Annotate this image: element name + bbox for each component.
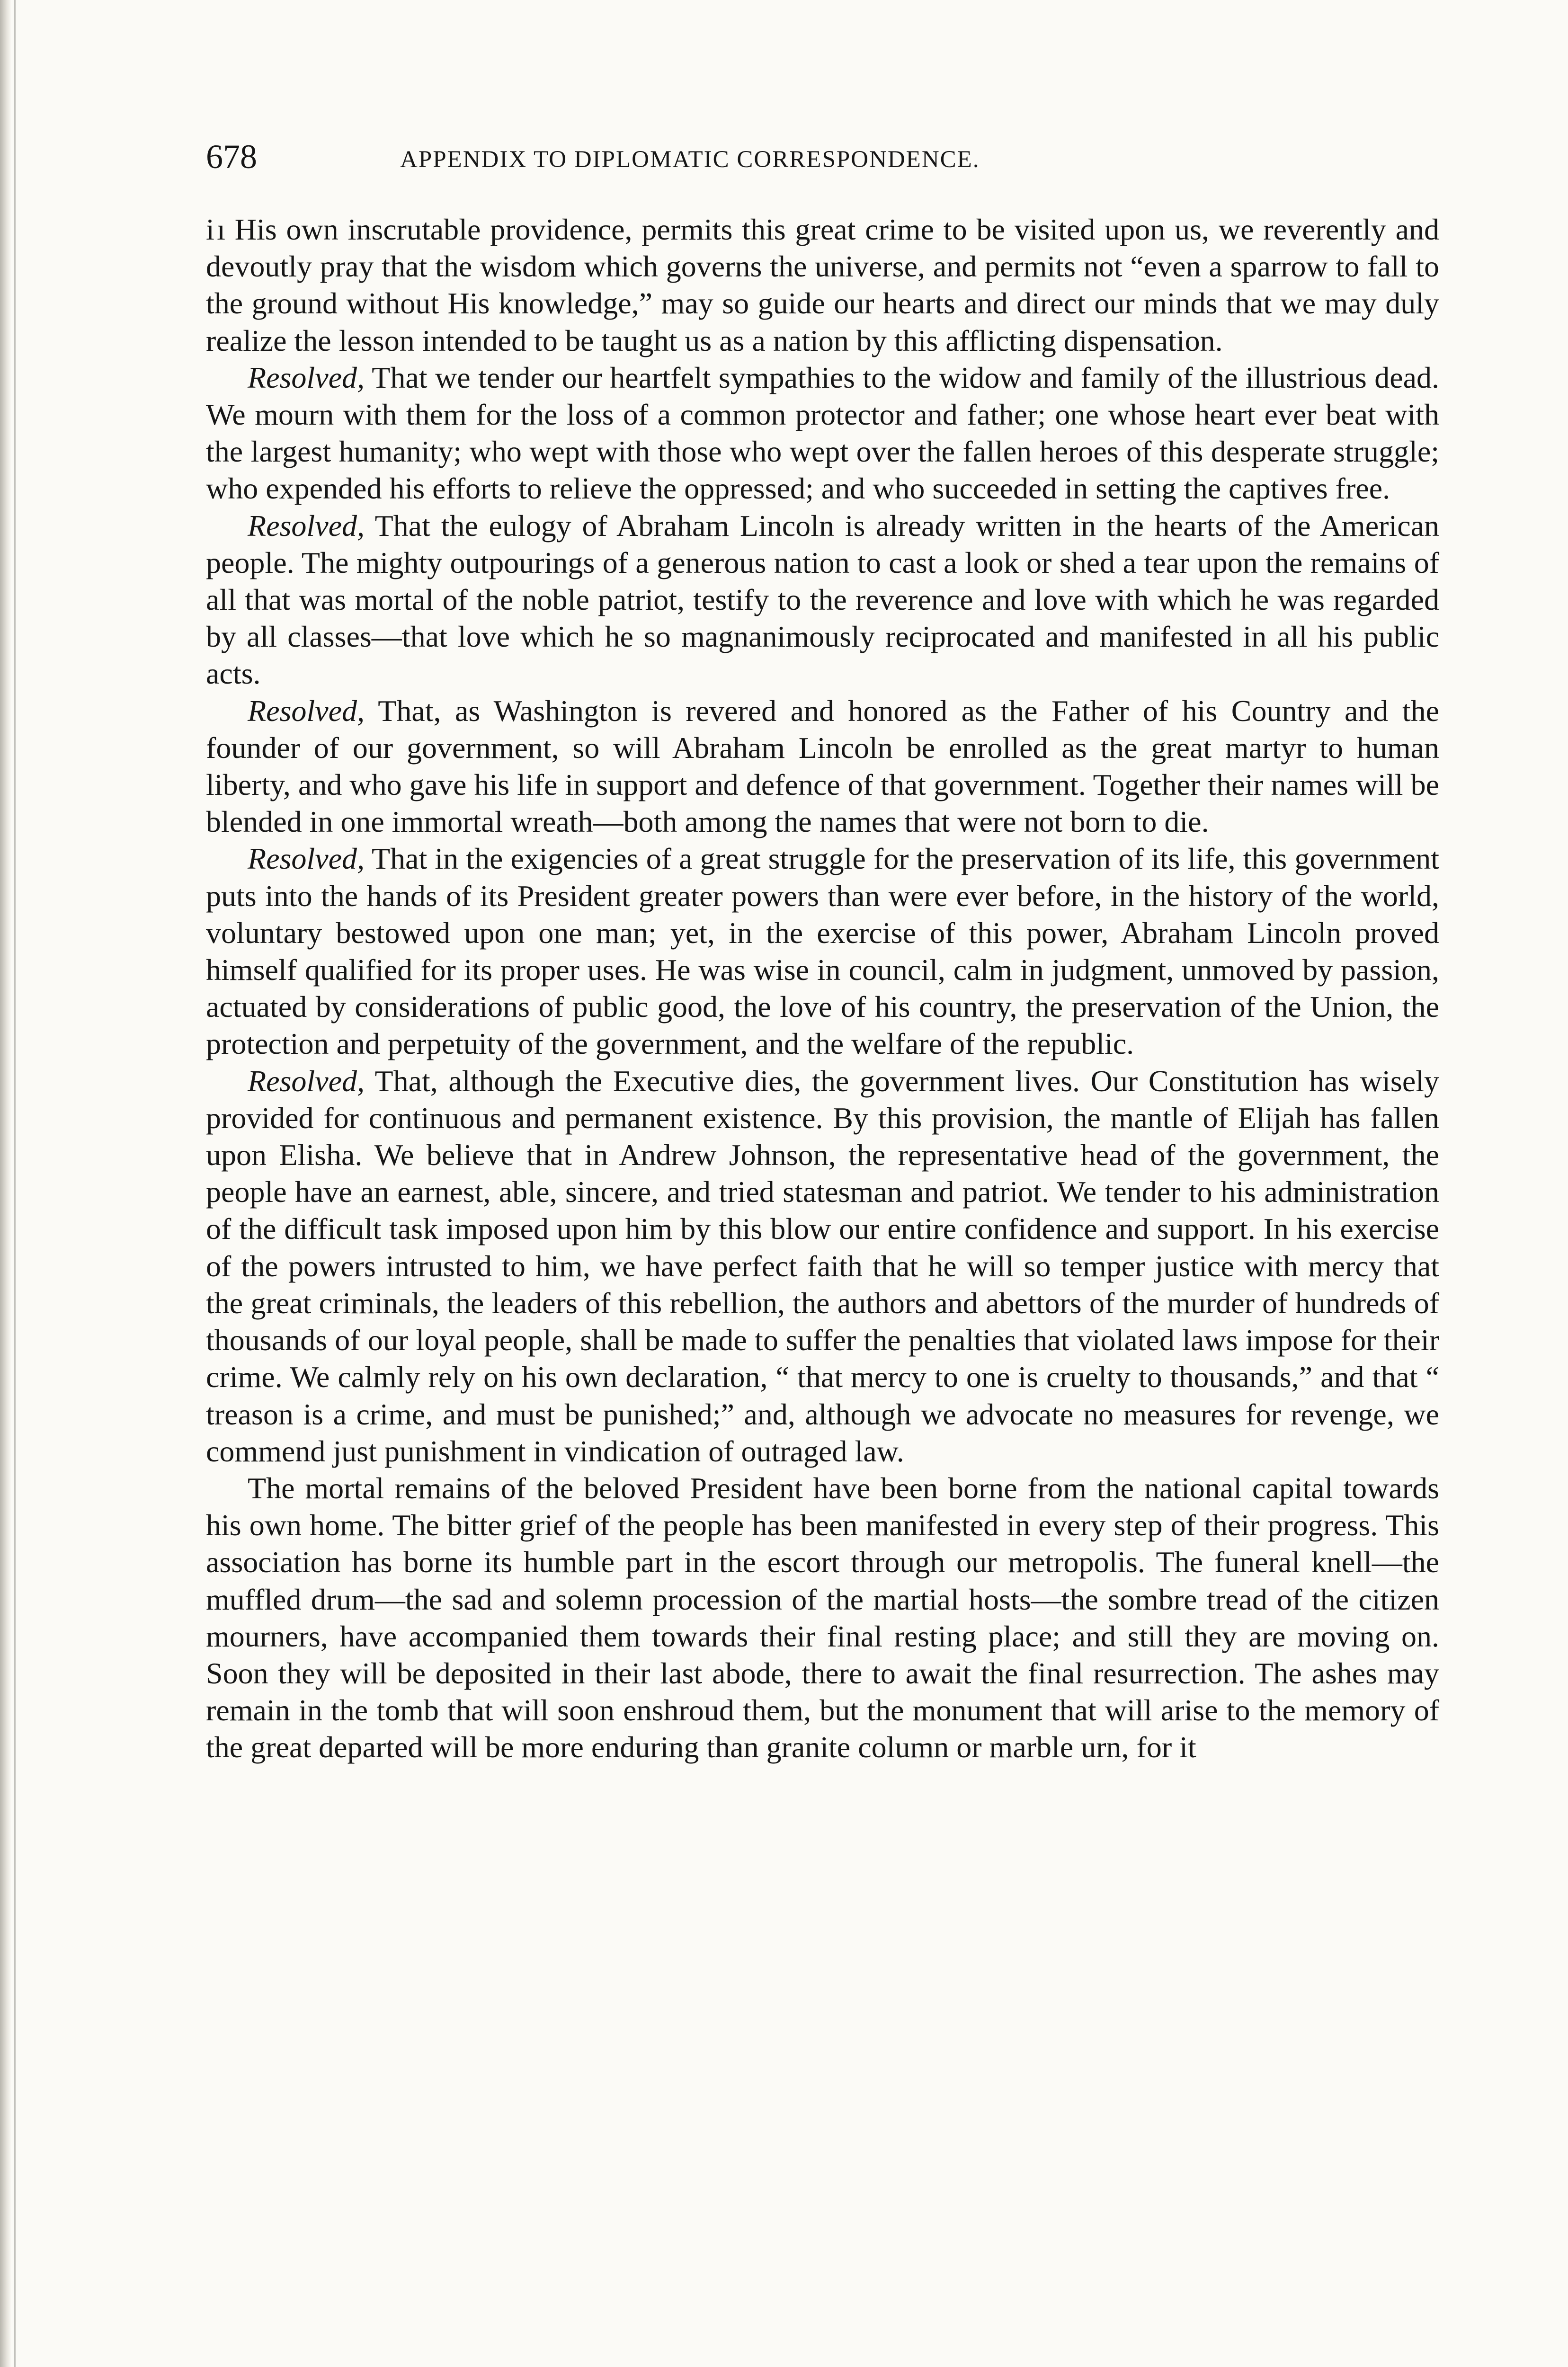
- binding-edge: [0, 0, 11, 2367]
- running-head: APPENDIX TO DIPLOMATIC CORRESPONDENCE.: [400, 146, 980, 173]
- paragraph-text: That we tender our heartfelt sympathies to the widow and family of the illustrious dead. We mourn with them for the loss of a common protector and father; one whose heart ever beat with the largest humanity; who wept with those who wept over the fallen heroes of this desperate struggle; who expended his efforts to relieve the oppressed; and who succeeded in setting the captives free.: [206, 360, 1439, 506]
- resolved-label: Resolved,: [248, 360, 365, 394]
- paragraph-text: i ı His own inscrutable providence, permits this great crime to be visited upon us, we reverently and devoutly pray that the wisdom which governs the universe, and permits not “even a sparrow to fall to the ground without His knowledge,” may so guide our hearts and direct our minds that we may duly realize the lesson intended to be taught us as a nation by this afflicting dispensation.: [206, 213, 1439, 357]
- resolved-label: Resolved,: [248, 1064, 365, 1098]
- paragraph-text: The mortal remains of the beloved President have been borne from the national capital towards his own home. The bitter grief of the people has been manifested in every step of their progress. This association has borne its humble part in the escort through our metropolis. The funeral knell—the muffled drum—the sad and solemn procession of the martial hosts—the sombre tread of the citizen mourners, have accompanied them towards their final resting place; and still they are moving on. Soon they will be deposited in their last abode, there to await the final resurrection. The ashes may remain in the tomb that will soon enshroud them, but the monument that will arise to the memory of the great departed will be more enduring than granite column or marble urn, for it: [206, 1471, 1439, 1764]
- resolution-paragraph: [206, 693, 1439, 841]
- resolved-label: Resolved,: [248, 508, 365, 543]
- resolution-paragraph: [206, 507, 1439, 693]
- closing-paragraph: [206, 1470, 1439, 1766]
- page-header: [206, 137, 1271, 189]
- paragraph-text: That, although the Executive dies, the government lives. Our Constitution has wisely provided for continuous and permanent existence. By this provision, the mantle of Elijah has fallen upon Elisha. We believe that in Andrew Johnson, the representative head of the government, the people have an earnest, able, sincere, and tried statesman and patriot. We tender to his administration of the difficult task imposed upon him by this blow our entire confidence and support. In his exercise of the powers intrusted to him, we have perfect faith that he will so temper justice with mercy that the great criminals, the leaders of this rebellion, the authors and abettors of the murder of hundreds of thousands of our loyal people, shall be made to suffer the penalties that violated laws impose for their crime. We calmly rely on his own declaration, “ that mercy to one is cruelty to thousands,” and that “ treason is a crime, and must be punished;” and, although we advocate no measures for revenge, we commend just punishment in vindication of outraged law.: [206, 1064, 1439, 1468]
- resolved-label: Resolved,: [248, 694, 365, 728]
- resolution-paragraph: [206, 359, 1439, 507]
- resolved-label: Resolved,: [248, 842, 365, 876]
- body-text: [206, 211, 1439, 1766]
- page-number: 678: [206, 138, 257, 176]
- paragraph-text: That in the exigencies of a great struggle for the preservation of its life, this government puts into the hands of its President greater powers than were ever before, in the history of the world, voluntary bestowed upon one man; yet, in the exercise of this power, Abraham Lincoln proved himself qualified for its proper uses. He was wise in council, calm in judgment, unmoved by passion, actuated by considerations of public good, the love of his country, the preservation of the Union, the protection and perpetuity of the government, and the welfare of the republic.: [206, 842, 1439, 1061]
- paragraph-text: That the eulogy of Abraham Lincoln is already written in the hearts of the American people. The mighty outpourings of a generous nation to cast a look or shed a tear upon the remains of all that was mortal of the noble patriot, testify to the reverence and love with which he was regarded by all classes—that love which he so magnanimously reciprocated and manifested in all his public acts.: [206, 508, 1439, 691]
- paragraph-text: That, as Washington is revered and honored as the Father of his Country and the founder of our government, so will Abraham Lincoln be enrolled as the great martyr to human liberty, and who gave his life in support and defence of that government. Together their names will be blended in one immortal wreath—both among the names that were not born to die.: [206, 694, 1439, 839]
- binding-line: [14, 0, 16, 2367]
- paragraph-continuation: [206, 211, 1439, 359]
- resolution-paragraph: [206, 840, 1439, 1062]
- resolution-paragraph: [206, 1063, 1439, 1470]
